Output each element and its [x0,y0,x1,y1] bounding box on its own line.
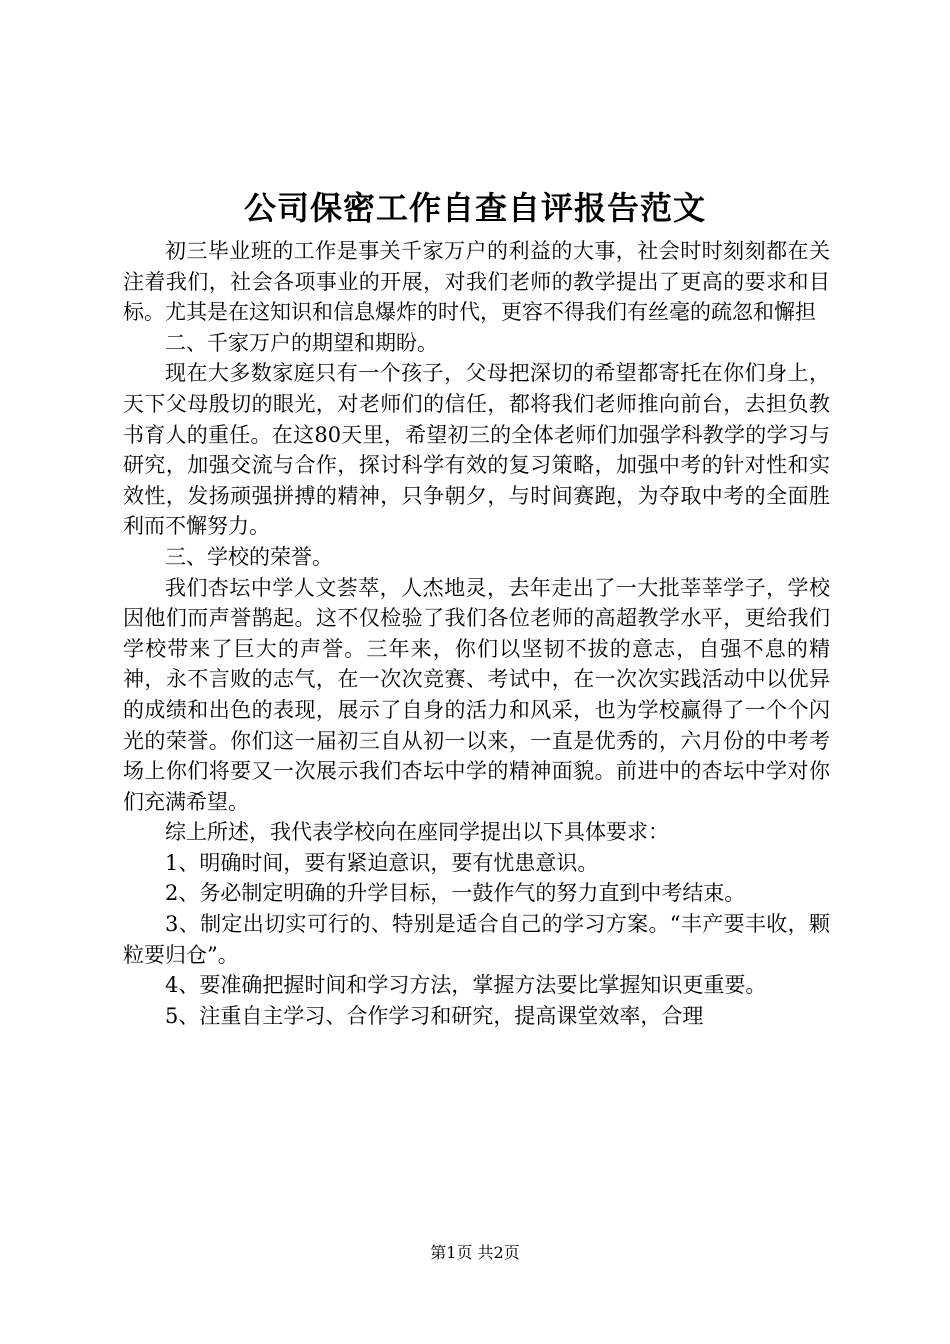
section-heading: 二、千家万户的期望和期盼。 [165,330,438,355]
list-item: 1、明确时间，要有紧迫意识，要有忧患意识。 [165,850,599,875]
list-item: 4、要准确把握时间和学习方法，掌握方法要比掌握知识更重要。 [165,973,767,998]
page-footer: 第1页 共2页 [430,1243,520,1262]
paragraph: 初三毕业班的工作是事关千家万户的利益的大事，社会时时刻刻都在关注着我们，社会各项事业的开展，对我们老师的教学提出了更高的要求和目标。尤其是在这知识和信息爆炸的时代，更容不得我们有丝毫的疏忽和懈担 [123,239,830,325]
section-heading: 三、学校的荣誉。 [165,544,333,569]
document-title: 公司保密工作自查自评报告范文 [243,189,706,227]
list-item: 3、制定出切实可行的、特别是适合自己的学习方案。“丰产要丰收，颗粒要归仓”。 [123,912,830,967]
list-item: 2、务必制定明确的升学目标，一鼓作气的努力直到中考结束。 [165,881,746,906]
paragraph: 我们杏坛中学人文荟萃，人杰地灵，去年走出了一大批莘莘学子，学校因他们而声誉鹊起。这不仅检验了我们各位老师的高超教学水平，更给我们学校带来了巨大的声誉。三年来，你们以坚韧不拔的意志，自强不息的精神，永不言败的志气，在一次次竞赛、考试中，在一次次实践活动中以优异的成绩和出色的表现，展示了自身的活力和风采，也为学校赢得了一个个闪光的荣誉。你们这一届初三自从初一以来，一直是优秀的，六月份的中考考场上你们将要又一次展示我们杏坛中学的精神面貌。前进中的杏坛中学对你们充满希望。 [123,575,830,814]
list-item: 5、注重自主学习、合作学习和研究，提高课堂效率，合理 [165,1003,704,1028]
paragraph: 现在大多数家庭只有一个孩子，父母把深切的希望都寄托在你们身上，天下父母殷切的眼光，对老师们的信任，都将我们老师推向前台，去担负教书育人的重任。在这80天里，希望初三的全体老师们加强学科教学的学习与研究，加强交流与合作，探讨科学有效的复习策略，加强中考的针对性和实效性，发扬顽强拼搏的精神，只争朝夕，与时间赛跑，为夺取中考的全面胜利而不懈努力。 [123,361,830,539]
document-body [123,236,830,1031]
paragraph: 综上所述，我代表学校向在座同学提出以下具体要求： [165,820,669,845]
